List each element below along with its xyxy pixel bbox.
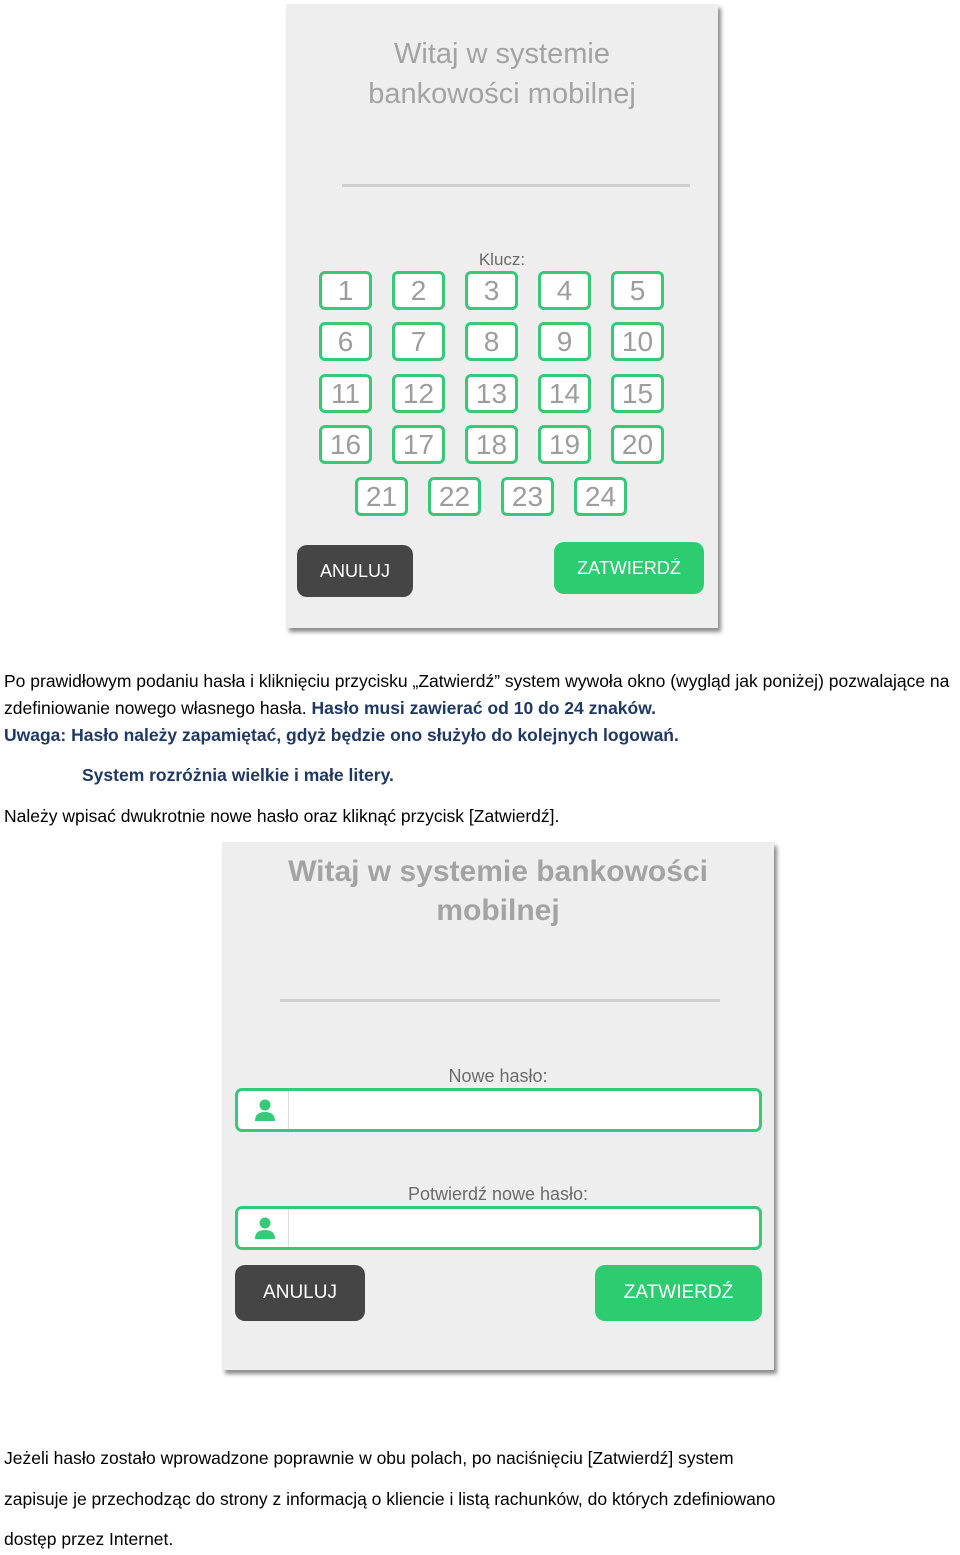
confirm-password-label: Potwierdź nowe hasło: xyxy=(407,1184,589,1204)
cancel-button[interactable]: ANULUJ xyxy=(235,1265,365,1321)
new-password-input[interactable] xyxy=(290,1093,759,1129)
key-button[interactable]: 21 xyxy=(355,477,408,516)
key-button[interactable]: 13 xyxy=(465,374,518,413)
title-divider xyxy=(342,184,690,187)
warning-note: Uwaga: Hasło należy zapamiętać, gdyż będzie ono służyło do kolejnych logowań. xyxy=(4,725,679,745)
user-icon xyxy=(238,1209,289,1247)
welcome-title: Witaj w systemie bankowości mobilnej xyxy=(288,855,708,927)
key-button[interactable]: 14 xyxy=(538,374,591,413)
final-paragraph-line2: zapisuje je przechodząc do strony z informacją o kliencie i listą rachunków, do których zdefiniowano xyxy=(4,1489,776,1509)
final-paragraph-line3: dostęp przez Internet. xyxy=(4,1529,174,1549)
key-button[interactable]: 2 xyxy=(392,271,445,310)
key-button[interactable]: 18 xyxy=(465,425,518,464)
login-screenshot xyxy=(286,4,718,628)
welcome-title: Witaj w systemie bankowości mobilnej xyxy=(368,38,636,110)
key-button[interactable]: 17 xyxy=(392,425,445,464)
key-label: Klucz: xyxy=(478,250,526,269)
key-button[interactable]: 3 xyxy=(465,271,518,310)
final-paragraph-line1: Jeżeli hasło zostało wprowadzone poprawnie w obu polach, po naciśnięciu [Zatwierdź] system xyxy=(4,1448,734,1468)
cancel-button[interactable]: ANULUJ xyxy=(297,545,413,597)
key-button[interactable]: 10 xyxy=(611,322,664,361)
key-button[interactable]: 1 xyxy=(319,271,372,310)
key-button[interactable]: 22 xyxy=(428,477,481,516)
key-button[interactable]: 4 xyxy=(538,271,591,310)
key-button[interactable]: 6 xyxy=(319,322,372,361)
new-password-label: Nowe hasło: xyxy=(448,1066,548,1086)
instruction-text: Należy wpisać dwukrotnie nowe hasło oraz kliknąć przycisk [Zatwierdź]. xyxy=(4,806,560,826)
key-button[interactable]: 12 xyxy=(392,374,445,413)
new-password-screenshot xyxy=(222,842,774,1370)
key-button[interactable]: 15 xyxy=(611,374,664,413)
key-button[interactable]: 9 xyxy=(538,322,591,361)
key-button[interactable]: 19 xyxy=(538,425,591,464)
user-icon xyxy=(238,1091,289,1129)
confirm-button[interactable]: ZATWIERDŹ xyxy=(595,1265,762,1321)
key-button[interactable]: 20 xyxy=(611,425,664,464)
intro-paragraph: Po prawidłowym podaniu hasła i kliknięciu przycisku „Zatwierdź” system wywoła okno (wygląd jak poniżej) pozwalające na zdefiniowanie nowego własnego hasła. Hasło musi zawierać od 10 do 24 znaków. xyxy=(4,671,950,718)
confirm-button[interactable]: ZATWIERDŹ xyxy=(554,542,704,594)
key-button[interactable]: 5 xyxy=(611,271,664,310)
confirm-password-input[interactable] xyxy=(290,1211,759,1247)
key-button[interactable]: 24 xyxy=(574,477,627,516)
password-length-rule: Hasło musi zawierać od 10 do 24 znaków. xyxy=(311,698,657,718)
title-divider xyxy=(280,999,720,1002)
key-button[interactable]: 11 xyxy=(319,374,372,413)
key-button[interactable]: 16 xyxy=(319,425,372,464)
case-sensitivity-note: System rozróżnia wielkie i małe litery. xyxy=(82,765,394,785)
key-button[interactable]: 7 xyxy=(392,322,445,361)
new-password-field[interactable] xyxy=(235,1088,762,1132)
confirm-password-field[interactable] xyxy=(235,1206,762,1250)
key-button[interactable]: 8 xyxy=(465,322,518,361)
key-button[interactable]: 23 xyxy=(501,477,554,516)
